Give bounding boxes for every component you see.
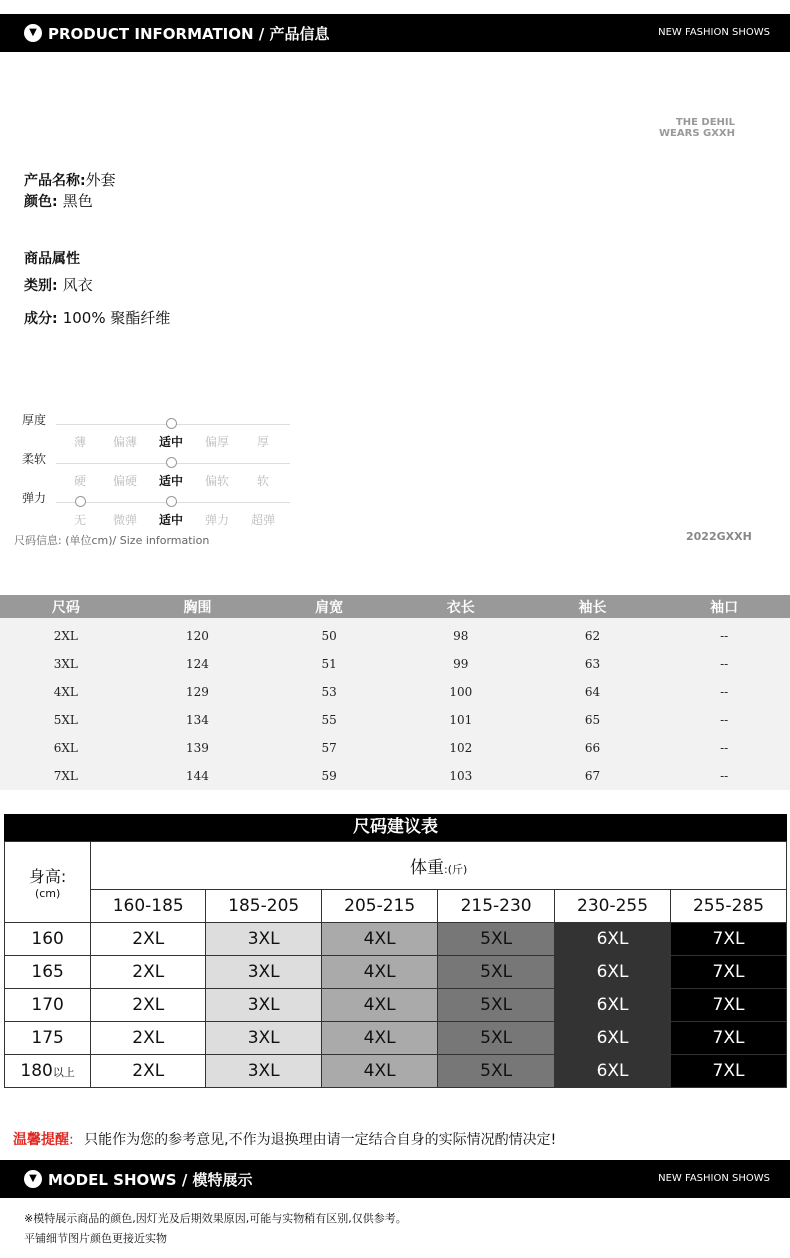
attribute-option: 微弹 <box>112 513 137 527</box>
height-cell <box>5 956 91 989</box>
size-cell: 5XL <box>438 1022 555 1055</box>
size-cell: 2XL <box>91 923 206 956</box>
size-table-header-cell: 尺码 <box>0 595 132 618</box>
size-table-cell: 99 <box>395 650 527 678</box>
table-row <box>5 1055 787 1088</box>
size-table-cell: 55 <box>263 706 395 734</box>
size-table-cell: 6XL <box>0 734 132 762</box>
size-info-label: 尺码信息: (单位cm)/ Size information <box>14 534 210 547</box>
size-table-header-cell: 袖口 <box>658 595 790 618</box>
size-table-header <box>0 595 790 618</box>
height-cell <box>5 989 91 1022</box>
attribute-option: 薄 <box>73 435 86 449</box>
table-row <box>5 989 787 1022</box>
size-cell: 4XL <box>322 956 438 989</box>
size-table-cell: 134 <box>132 706 264 734</box>
weight-unit: :(斤) <box>443 863 468 876</box>
size-cell: 7XL <box>671 1055 787 1088</box>
product-name-label: 产品名称: <box>24 173 86 189</box>
size-table-cell: 102 <box>395 734 527 762</box>
table-row <box>5 890 787 923</box>
notice <box>13 1129 556 1149</box>
size-table-header-cell: 衣长 <box>395 595 527 618</box>
attribute-name: 柔软 <box>22 452 47 466</box>
footnote-line: ※模特展示商品的颜色,因灯光及后期效果原因,可能与实物稍有区别,仅供参考。 <box>24 1212 407 1225</box>
size-cell: 6XL <box>555 1022 671 1055</box>
size-table-cell: 67 <box>527 762 659 790</box>
material-label: 成分: <box>24 311 58 327</box>
weight-range-cell: 255-285 <box>671 890 787 923</box>
watermark-line: WEARS GXXH <box>659 128 735 139</box>
attribute-row <box>0 409 300 449</box>
weight-range-cell: 205-215 <box>322 890 438 923</box>
size-table-cell: -- <box>658 706 790 734</box>
size-table-cell: -- <box>658 618 790 650</box>
weight-label: 体重 <box>409 858 444 878</box>
weight-range-cell: 160-185 <box>91 890 206 923</box>
size-table-header-cell: 袖长 <box>527 595 659 618</box>
weight-range-cell: 230-255 <box>555 890 671 923</box>
section-title: MODEL SHOWS / 模特展示 <box>48 1171 253 1189</box>
size-cell: 4XL <box>322 1022 438 1055</box>
weight-header-cell <box>91 842 787 890</box>
table-row <box>5 923 787 956</box>
size-cell: 2XL <box>91 989 206 1022</box>
attribute-option: 超弹 <box>250 513 275 527</box>
size-table-cell: 51 <box>263 650 395 678</box>
size-table-cell: -- <box>658 734 790 762</box>
size-table-cell: 101 <box>395 706 527 734</box>
attribute-name: 厚度 <box>22 413 47 427</box>
height-value: 175 <box>31 1028 64 1048</box>
notice-separator: : <box>69 1132 74 1148</box>
category-row <box>24 274 93 295</box>
category-label: 类别: <box>24 278 58 294</box>
height-cell <box>5 1022 91 1055</box>
size-table-cell: 57 <box>263 734 395 762</box>
product-name-row <box>24 169 116 190</box>
attribute-marker-dot <box>166 496 177 507</box>
notice-label: 温馨提醒 <box>13 1132 69 1148</box>
size-cell: 7XL <box>671 989 787 1022</box>
size-cell: 2XL <box>91 1022 206 1055</box>
size-cell: 5XL <box>438 989 555 1022</box>
recommend-title: 尺码建议表 <box>4 814 787 841</box>
table-row <box>5 1022 787 1055</box>
size-cell: 3XL <box>206 1022 322 1055</box>
size-cell: 4XL <box>322 1055 438 1088</box>
attributes-heading: 商品属性 <box>24 251 80 267</box>
product-color-label: 颜色: <box>24 194 58 210</box>
size-cell: 7XL <box>671 956 787 989</box>
size-cell: 3XL <box>206 989 322 1022</box>
size-cell: 6XL <box>555 956 671 989</box>
footnote-line: 平铺细节图片颜色更接近实物 <box>24 1232 167 1245</box>
size-cell: 7XL <box>671 923 787 956</box>
size-table-cell: 64 <box>527 678 659 706</box>
table-row <box>5 842 787 890</box>
attribute-option: 硬 <box>73 474 86 488</box>
attribute-option: 适中 <box>158 513 183 527</box>
attribute-option: 弹力 <box>204 513 229 527</box>
size-table-cell: 59 <box>263 762 395 790</box>
attribute-row <box>0 487 300 527</box>
size-table-cell: 62 <box>527 618 659 650</box>
table-row <box>0 706 790 734</box>
header-tagline: NEW FASHION SHOWS <box>658 27 770 38</box>
attribute-option: 适中 <box>158 435 183 449</box>
size-table-cell: 144 <box>132 762 264 790</box>
attribute-option: 偏软 <box>204 474 229 488</box>
height-cell <box>5 923 91 956</box>
size-cell: 5XL <box>438 1055 555 1088</box>
size-table-cell: -- <box>658 762 790 790</box>
table-row <box>0 762 790 790</box>
attribute-option: 厚 <box>256 435 269 449</box>
size-table-header-cell: 胸围 <box>132 595 264 618</box>
size-table-header-cell: 肩宽 <box>263 595 395 618</box>
attribute-option: 偏厚 <box>204 435 229 449</box>
size-cell: 3XL <box>206 1055 322 1088</box>
size-cell: 6XL <box>555 923 671 956</box>
size-table-cell: 3XL <box>0 650 132 678</box>
size-table-cell: 139 <box>132 734 264 762</box>
height-value: 180 <box>20 1061 53 1081</box>
size-table-cell: 50 <box>263 618 395 650</box>
attribute-option: 无 <box>73 513 86 527</box>
attribute-option: 适中 <box>158 474 183 488</box>
size-table-cell: 7XL <box>0 762 132 790</box>
product-color-value: 黑色 <box>62 192 93 210</box>
attribute-marker-dot <box>166 418 177 429</box>
size-cell: 5XL <box>438 923 555 956</box>
size-cell: 6XL <box>555 1055 671 1088</box>
size-cell: 3XL <box>206 923 322 956</box>
size-table-cell: 53 <box>263 678 395 706</box>
attribute-marker-dot <box>166 457 177 468</box>
weight-range-cell: 215-230 <box>438 890 555 923</box>
size-table-cell: 103 <box>395 762 527 790</box>
attribute-marker-dot <box>75 496 86 507</box>
size-cell: 7XL <box>671 1022 787 1055</box>
size-table-cell: 66 <box>527 734 659 762</box>
attribute-row <box>0 448 300 488</box>
size-cell: 2XL <box>91 956 206 989</box>
size-table-cell: 129 <box>132 678 264 706</box>
watermark-top <box>640 117 735 139</box>
category-value: 风衣 <box>62 276 93 294</box>
size-table-cell: -- <box>658 650 790 678</box>
height-cell <box>5 1055 91 1088</box>
material-row <box>24 307 170 328</box>
attribute-option: 偏薄 <box>112 435 137 449</box>
height-unit: (cm) <box>34 887 61 900</box>
size-table-cell: 124 <box>132 650 264 678</box>
size-cell: 4XL <box>322 989 438 1022</box>
section-title: PRODUCT INFORMATION / 产品信息 <box>48 25 330 43</box>
model-shows-header <box>0 1160 790 1198</box>
height-label: 身高: <box>28 867 67 886</box>
table-row <box>0 734 790 762</box>
attribute-option: 软 <box>256 474 269 488</box>
size-table-cell: 120 <box>132 618 264 650</box>
attribute-option: 偏硬 <box>112 474 137 488</box>
header-tagline: NEW FASHION SHOWS <box>658 1173 770 1184</box>
recommend-table <box>4 841 787 1088</box>
height-value: 170 <box>31 995 64 1015</box>
product-color-row <box>24 190 93 211</box>
table-row <box>5 956 787 989</box>
height-suffix: 以上 <box>52 1066 75 1079</box>
table-row <box>0 618 790 650</box>
height-header-cell <box>5 842 91 923</box>
product-info-header <box>0 14 790 52</box>
size-table-cell: 63 <box>527 650 659 678</box>
size-cell: 6XL <box>555 989 671 1022</box>
chevron-down-icon: ▼ <box>24 24 42 42</box>
watermark-line: THE DEHIL <box>675 117 735 128</box>
size-table-body <box>0 618 790 790</box>
table-row <box>0 650 790 678</box>
size-table <box>0 595 790 790</box>
height-value: 160 <box>31 929 64 949</box>
notice-text: 只能作为您的参考意见,不作为退换理由请一定结合自身的实际情况酌情决定! <box>84 1132 557 1148</box>
size-table-cell: 98 <box>395 618 527 650</box>
size-cell: 5XL <box>438 956 555 989</box>
size-cell: 3XL <box>206 956 322 989</box>
height-value: 165 <box>31 962 64 982</box>
size-cell: 2XL <box>91 1055 206 1088</box>
size-table-cell: 4XL <box>0 678 132 706</box>
size-table-cell: 100 <box>395 678 527 706</box>
size-cell: 4XL <box>322 923 438 956</box>
watermark-mid: 2022GXXH <box>686 530 752 543</box>
size-table-cell: 2XL <box>0 618 132 650</box>
attribute-name: 弹力 <box>22 491 47 505</box>
weight-range-cell: 185-205 <box>206 890 322 923</box>
product-name-value: 外套 <box>85 171 116 189</box>
size-table-cell: 5XL <box>0 706 132 734</box>
material-value: 100% 聚酯纤维 <box>62 309 171 327</box>
table-row <box>0 678 790 706</box>
size-table-cell: 65 <box>527 706 659 734</box>
size-table-cell: -- <box>658 678 790 706</box>
chevron-down-icon: ▼ <box>24 1170 42 1188</box>
